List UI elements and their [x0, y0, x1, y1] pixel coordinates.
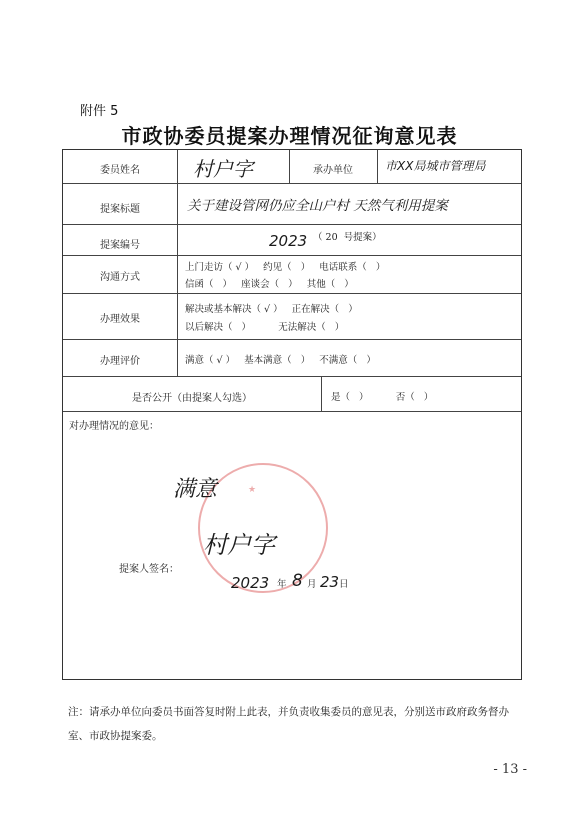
sign-date-day: 23 [320, 573, 340, 591]
member-name-handwritten: 村户字 [193, 157, 253, 181]
proposal-title-label: 提案标题 [100, 204, 140, 215]
effect-options-line1: 解决或基本解决（ √ ） 正在解决（ ） [185, 304, 358, 315]
sign-date-month: 8 [292, 571, 303, 591]
signature-label: 提案人签名： [119, 564, 179, 575]
effect-options-line2: 以后解决（ ） 无法解决（ ） [185, 322, 345, 333]
sign-date-year: 2023 [231, 574, 270, 592]
opinion-label: 对办理情况的意见： [69, 421, 159, 432]
row-divider [63, 411, 521, 412]
proposal-number-suffix: （ 20 号提案） [313, 232, 382, 243]
column-divider [377, 150, 378, 183]
sign-date-month-unit: 月 [307, 579, 317, 590]
row-divider [63, 255, 521, 256]
opinion-handwritten: 满意 [173, 477, 218, 502]
attachment-label: 附件 5 [80, 104, 119, 119]
handling-unit-handwritten: 市XX局城市管理局 [385, 159, 486, 173]
proposal-title-handwritten: 关于建设管网仍应全山户村 天然气利用提案 [187, 198, 448, 214]
page-number: - 13 - [493, 762, 527, 777]
row-divider [63, 376, 521, 377]
form-title: 市政协委员提案办理情况征询意见表 [121, 124, 458, 148]
row-divider [63, 183, 521, 184]
sign-date-year-unit: 年 [277, 579, 287, 590]
communication-label: 沟通方式 [100, 272, 140, 283]
evaluation-label: 办理评价 [100, 356, 140, 367]
public-label: 是否公开（由提案人勾选） [132, 393, 252, 404]
proposal-number-label: 提案编号 [100, 240, 140, 251]
row-divider [63, 339, 521, 340]
feedback-form-table [62, 149, 522, 680]
evaluation-options: 满意（ √ ） 基本满意（ ） 不满意（ ） [185, 355, 376, 366]
signature-handwritten: 村户字 [203, 531, 275, 559]
effect-label: 办理效果 [100, 314, 140, 325]
handling-unit-label: 承办单位 [313, 165, 353, 176]
official-seal: ★ [198, 463, 328, 593]
member-name-label: 委员姓名 [100, 165, 140, 176]
public-options: 是（ ） 否（ ） [331, 392, 434, 403]
column-divider [321, 376, 322, 411]
row-divider [63, 293, 521, 294]
footnote: 注：请承办单位向委员书面答复时附上此表，并负责收集委员的意见表，分别送市政府政务督办室、市政协提案委。 [68, 706, 509, 742]
proposal-year-handwritten: 2023 [269, 232, 308, 250]
communication-options-line1: 上门走访（ √ ） 约见（ ） 电话联系（ ） [185, 262, 386, 273]
communication-options-line2: 信函（ ） 座谈会（ ） 其他（ ） [185, 279, 354, 290]
column-divider [177, 150, 178, 376]
row-divider [63, 224, 521, 225]
sign-date-day-unit: 日 [339, 579, 349, 590]
